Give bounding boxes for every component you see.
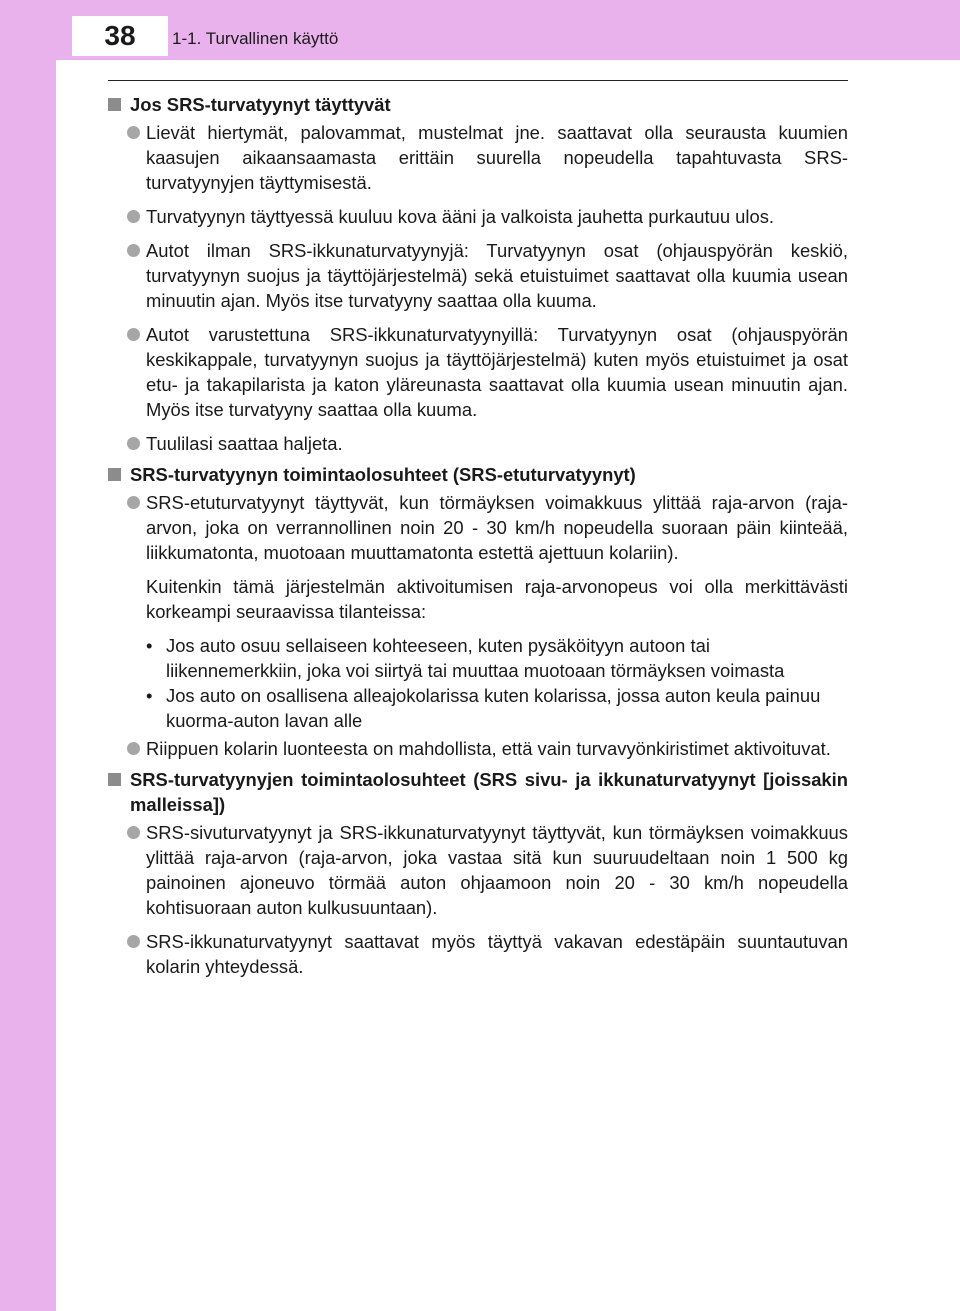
circle-bullet-icon: [127, 126, 140, 139]
list-item: [108, 120, 848, 195]
chapter-title: 1-1. Turvallinen käyttö: [172, 29, 339, 48]
list-item-text: SRS-sivuturvatyynyt ja SRS-ikkunaturvatyynyt täyttyvät, kun törmäyksen voimakkuus ylittää raja-arvon (raja-arvon, joka vastaa sitä kun suuruudeltaan noin 1 500 kg painoinen ajoneuvo törmää auton ohjaamoon noin 20 - 30 km/h nopeudella kohtisuoraan auton kulkusuuntaan).: [146, 822, 848, 918]
circle-bullet-icon: [127, 826, 140, 839]
list-item-text: Turvatyynyn täyttyessä kuuluu kova ääni ja valkoista jauhetta purkautuu ulos.: [146, 206, 775, 227]
page-sidebar: [0, 0, 56, 1311]
section-airbag-deployment: [108, 92, 848, 456]
list-item-text: SRS-ikkunaturvatyynyt saattavat myös täyttyä vakavan edestäpäin suuntautuvan kolarin yhteydessä.: [146, 931, 848, 977]
square-bullet-icon: [108, 468, 121, 481]
list-item-text: Autot ilman SRS-ikkunaturvatyynyjä: Turvatyynyn osat (ohjauspyörän keskiö, turvatyynyn suojus ja täyttöjärjestelmä) sekä etuistuimet saattavat olla kuumia usean minuutin ajan. Myös itse turvatyyny saattaa olla kuuma.: [146, 240, 848, 311]
list-item-text: Riippuen kolarin luonteesta on mahdollista, että vain turvavyönkiristimet aktivoituvat.: [146, 738, 831, 759]
circle-bullet-icon: [127, 496, 140, 509]
section-heading: [108, 767, 848, 817]
section-heading-text: SRS-turvatyynyn toimintaolosuhteet (SRS-etuturvatyynyt): [130, 464, 636, 485]
sub-list: [108, 633, 848, 733]
circle-bullet-icon: [127, 935, 140, 948]
sub-list-item-text: Jos auto on osallisena alleajokolarissa kuten kolarissa, jossa auton keula painuu kuorma-auton lavan alle: [166, 685, 821, 731]
section-heading: [108, 92, 848, 117]
page-content: [108, 92, 848, 988]
header-divider: [108, 80, 848, 81]
list-item-text: SRS-etuturvatyynyt täyttyvät, kun törmäyksen voimakkuus ylittää raja-arvon (raja-arvon, joka on verrannollinen noin 20 - 30 km/h nopeudella suoraan päin kiinteää, liikkumatonta, muotoaan muuttamatonta estettä ajettuun kolariin).: [146, 492, 848, 563]
list-item: [108, 736, 848, 761]
list-item: [108, 490, 848, 565]
list-item: [108, 204, 848, 229]
square-bullet-icon: [108, 98, 121, 111]
list-item-text: Tuulilasi saattaa haljeta.: [146, 433, 343, 454]
circle-bullet-icon: [127, 437, 140, 450]
section-heading: [108, 462, 848, 487]
square-bullet-icon: [108, 773, 121, 786]
list-item: [108, 820, 848, 920]
dot-marker-icon: •: [146, 635, 153, 656]
sub-list-item: [108, 633, 848, 683]
circle-bullet-icon: [127, 244, 140, 257]
list-item-text: Autot varustettuna SRS-ikkunaturvatyynyillä: Turvatyynyn osat (ohjauspyörän keskikappale, turvatyynyn suojus ja täyttöjärjestelmä) kuten myös etuistuimet ja osat etu- ja takapilarista ja katon yläreunasta saattavat olla kuumia usean minuutin ajan. Myös itse turvatyyny saattaa olla kuuma.: [146, 324, 848, 420]
paragraph: Kuitenkin tämä järjestelmän aktivoitumisen raja-arvonopeus voi olla merkittävästi korkeampi seuraavissa tilanteissa:: [146, 576, 848, 622]
section-heading-text: SRS-turvatyynyjen toimintaolosuhteet (SRS sivu- ja ikkunaturvatyynyt [joissakin malleissa]): [130, 769, 848, 815]
list-item: [108, 929, 848, 979]
circle-bullet-icon: [127, 742, 140, 755]
section-front-airbag-conditions: [108, 462, 848, 761]
section-side-curtain-airbag-conditions: [108, 767, 848, 979]
circle-bullet-icon: [127, 210, 140, 223]
dot-marker-icon: •: [146, 685, 153, 706]
page-number: 38: [72, 16, 168, 56]
sub-list-item: [108, 683, 848, 733]
list-item: [108, 431, 848, 456]
list-item: [108, 322, 848, 422]
sub-list-item-text: Jos auto osuu sellaiseen kohteeseen, kuten pysäköityyn autoon tai liikennemerkkiin, joka voi siirtyä tai muuttaa muotoaan törmäyksen voimasta: [166, 635, 785, 681]
list-item: [108, 238, 848, 313]
list-item-text: Lievät hiertymät, palovammat, mustelmat jne. saattavat olla seurausta kuumien kaasujen aikaansaamasta erittäin suurella nopeudella tapahtuvasta SRS-turvatyynyjen täyttymisestä.: [146, 122, 848, 193]
circle-bullet-icon: [127, 328, 140, 341]
section-heading-text: Jos SRS-turvatyynyt täyttyvät: [130, 94, 391, 115]
